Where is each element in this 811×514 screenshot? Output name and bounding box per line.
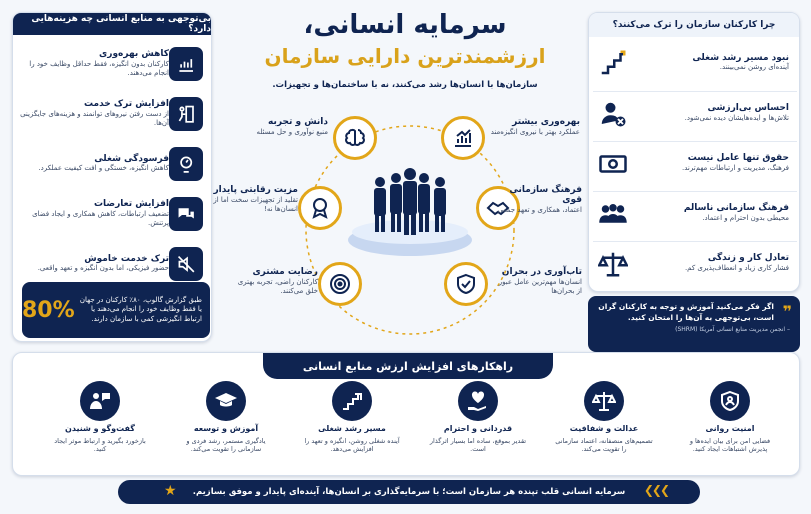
gallup-stat-box [22, 282, 210, 338]
growth-chart-icon [441, 116, 485, 160]
strategy-item [681, 381, 779, 454]
costs-panel-header: بی‌توجهی به منابع انسانی چه هزینه‌هایی دارد؟ [13, 13, 211, 35]
strategy-desc: فضایی امن برای بیان ایده‌ها و پذیرش اشتباهات ایجاد کنید. [689, 436, 771, 454]
cost-item [11, 241, 211, 287]
cost-title: فرسودگی شغلی [94, 153, 169, 164]
strategy-desc: یادگیری مستمر، رشد فردی و سازمانی را تقویت می‌کند. [186, 436, 266, 454]
safe-shield-icon [710, 381, 750, 421]
strategy-title: گفت‌وگو و شنیدن [65, 424, 135, 433]
strategy-title: مسیر رشد شغلی [318, 424, 386, 433]
strategies-panel [12, 352, 800, 476]
footer-text: سرمایه انسانی قلب تپنده هر سازمان است؛ با سرمایه‌گذاری بر انسان‌ها، آینده‌ای پایدار و موفق بسازیم. [192, 487, 626, 497]
cost-title: ترک خدمت خاموش [84, 253, 169, 264]
reason-title: تعادل کار و زندگی [707, 253, 789, 263]
hub-item [490, 186, 582, 215]
hub-desc: عملکرد بهتر با نیروی انگیزه‌مند [490, 127, 580, 136]
stairs-up-icon [593, 45, 633, 81]
hub-desc: منبع نوآوری و حل مسئله [256, 127, 328, 136]
gallup-stat-text: طبق گزارش گالوپ، ۸۰٪ کارکنان در جهان یا فقط وظایف خود را انجام می‌دهند یا ارتباط انگیزشی کمی با سازمان دارند. [79, 295, 202, 323]
reason-item [593, 241, 797, 285]
gallup-stat-value: 80% [22, 297, 75, 323]
hub-item [208, 186, 298, 214]
money-icon [593, 146, 633, 182]
reason-desc: فشار کاری زیاد و انعطاف‌پذیری کم. [684, 263, 789, 272]
cost-title: افزایش تعارضات [93, 198, 169, 209]
strategy-desc: تصمیم‌های منصفانه، اعتماد سازمانی را تقویت می‌کند. [555, 436, 653, 454]
heart-hand-icon [458, 381, 498, 421]
team-icon [593, 196, 633, 232]
strategy-title: قدردانی و احترام [443, 424, 513, 433]
hub-desc: کارکنان راضی، تجربه بهتری خلق می‌کنند. [237, 277, 318, 295]
user-remove-icon [593, 96, 633, 132]
brain-icon [333, 116, 377, 160]
strategy-item [429, 381, 527, 454]
cost-desc: حضور فیزیکی، اما بدون انگیزه و تعهد واقعی. [37, 264, 169, 273]
reason-desc: محیطی بدون احترام و اعتماد. [702, 213, 789, 222]
reason-item [593, 141, 797, 185]
hub-title: دانش و تجربه [268, 117, 328, 127]
cost-title: کاهش بهره‌وری [99, 48, 169, 59]
reason-title: حقوق تنها عامل نیست [687, 153, 789, 163]
quote-text: اگر فکر می‌کنید آموزش و توجه به کارکنان گران است، بی‌توجهی به آن‌ها را امتحان کنید. [598, 302, 774, 322]
quote-source: – انجمن مدیریت منابع انسانی آمریکا (SHRM) [675, 326, 790, 333]
reason-item [593, 91, 797, 135]
cost-item [11, 91, 211, 137]
hub-title: تاب‌آوری در بحران [501, 267, 582, 277]
cost-desc: کارکنان بدون انگیزه، فقط حداقل وظایف خود را انجام می‌دهند. [29, 59, 169, 77]
hub-ring [290, 110, 530, 350]
page-title: سرمایه انسانی، [303, 10, 507, 40]
hub-desc: تقلید از تجهیزات سخت اما از انسان‌ها نه! [213, 195, 298, 213]
reason-desc: تلاش‌ها و ایده‌هایشان دیده نمی‌شود. [684, 113, 789, 122]
strategies-header: راهکارهای افزایش ارزش منابع انسانی [263, 353, 553, 379]
page-subtitle: سازمان‌ها با انسان‌ها رشد می‌کنند، نه با ساختمان‌ها و تجهیزات. [272, 80, 538, 90]
cost-title: افزایش ترک خدمت [83, 98, 169, 109]
shrm-quote-box [588, 296, 800, 352]
strategy-item [555, 381, 653, 454]
reason-title: فرهنگ سازمانی ناسالم [683, 203, 789, 213]
target-icon [318, 262, 362, 306]
reasons-panel-header: چرا کارکنان سازمان را ترک می‌کنند؟ [589, 13, 799, 37]
mute-icon [169, 247, 203, 281]
hub-title: فرهنگ سازمانی قوی [509, 185, 582, 205]
chat-conflict-icon [169, 197, 203, 231]
burnout-icon [169, 147, 203, 181]
graduation-cap-icon [206, 381, 246, 421]
strategy-item [51, 381, 149, 454]
hub-title: رضایت مشتری [252, 267, 318, 277]
chevrons-icon: ❯❯❯ [643, 483, 668, 497]
strategy-desc: بازخورد بگیرید و ارتباط موثر ایجاد کنید. [54, 436, 146, 454]
exit-door-icon [169, 97, 203, 131]
quote-mark-icon: ❞ [782, 302, 792, 321]
strategy-desc: آینده شغلی روشن، انگیزه و تعهد را افزایش می‌دهد. [304, 436, 400, 454]
reason-desc: فرهنگ، مدیریت و ارتباطات مهم‌ترند. [682, 163, 789, 172]
reasons-panel [588, 12, 800, 292]
hub-item [490, 118, 580, 137]
hub-title: مزیت رقابتی پایدار [213, 185, 298, 195]
page-title-highlight: ارزشمندترین دارایی سازمان [264, 44, 546, 68]
reason-title: احساس بی‌ارزشی [707, 103, 789, 113]
reason-desc: آینده‌ای روشن نمی‌بینند. [719, 63, 789, 72]
strategy-item [177, 381, 275, 454]
hub-title: بهره‌وری بیشتر [512, 117, 580, 127]
cost-desc: از دست رفتن نیروهای توانمند و هزینه‌های جایگزینی آن‌ها. [20, 109, 169, 127]
strategy-item [303, 381, 401, 454]
strategy-title: عدالت و شفافیت [569, 424, 639, 433]
strategy-desc: تقدیر بموقع، ساده اما بسیار اثرگذار است. [429, 436, 527, 454]
cost-desc: کاهش انگیزه، خستگی و افت کیفیت عملکرد. [38, 164, 169, 173]
cost-item [11, 191, 211, 237]
justice-scale-icon [584, 381, 624, 421]
cost-desc: تضعیف ارتباطات، کاهش همکاری و ایجاد فضای پرتنش. [32, 209, 169, 227]
hub-desc: اعتماد، همکاری و تعهد جمعی [497, 205, 582, 214]
star-icon: ★ [164, 483, 177, 499]
cost-item [11, 141, 211, 187]
chart-down-icon [169, 47, 203, 81]
strategy-title: آموزش و توسعه [193, 424, 259, 433]
strategy-title: امنیت روانی [705, 424, 755, 433]
cost-item [11, 41, 211, 87]
reason-item [593, 191, 797, 235]
career-path-icon [332, 381, 372, 421]
balance-scale-icon [593, 246, 633, 282]
award-icon [298, 186, 342, 230]
hub-item [238, 118, 328, 137]
hub-desc: انسان‌ها مهم‌ترین عامل عبور از بحران‌ها [498, 277, 582, 295]
footer-banner [118, 480, 700, 504]
hub-item [228, 268, 318, 296]
speech-icon [80, 381, 120, 421]
shield-icon [444, 262, 488, 306]
hub-item [492, 268, 582, 296]
reason-title: نبود مسیر رشد شغلی [692, 52, 789, 63]
reason-item [593, 41, 797, 85]
